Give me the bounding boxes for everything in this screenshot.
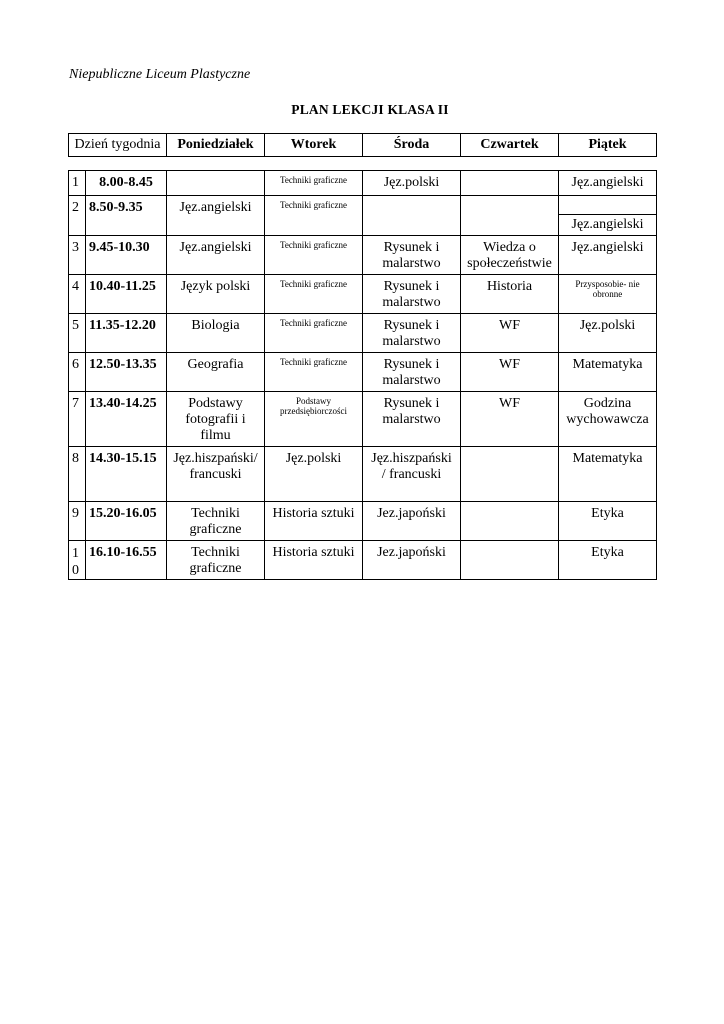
- wednesday-cell: Rysunek i malarstwo: [363, 236, 461, 275]
- schedule-table: [68, 170, 657, 580]
- header-monday: Poniedziałek: [167, 134, 265, 157]
- lesson-time: 12.50-13.35: [86, 353, 167, 392]
- friday-cell: Jęz.angielski: [559, 215, 657, 236]
- friday-cell: Godzina wychowawcza: [559, 392, 657, 447]
- table-row: [69, 196, 657, 215]
- friday-cell: Matematyka: [559, 447, 657, 502]
- friday-cell: Jęz.polski: [559, 314, 657, 353]
- table-row: [69, 314, 657, 353]
- thursday-cell: Historia: [461, 275, 559, 314]
- table-row: [69, 236, 657, 275]
- lesson-number: 5: [69, 314, 86, 353]
- thursday-cell: WF: [461, 392, 559, 447]
- thursday-cell: [461, 171, 559, 196]
- lesson-number: 1: [69, 171, 86, 196]
- tuesday-cell: Techniki graficzne: [265, 196, 363, 236]
- friday-cell: Jęz.angielski: [559, 236, 657, 275]
- tuesday-cell: Techniki graficzne: [265, 314, 363, 353]
- lesson-number: 7: [69, 392, 86, 447]
- header-tuesday: Wtorek: [265, 134, 363, 157]
- thursday-cell: WF: [461, 353, 559, 392]
- monday-cell: Język polski: [167, 275, 265, 314]
- lesson-time: 15.20-16.05: [86, 502, 167, 541]
- table-row: [69, 541, 657, 580]
- header-thursday: Czwartek: [461, 134, 559, 157]
- friday-cell: [559, 196, 657, 215]
- monday-cell: Techniki graficzne: [167, 541, 265, 580]
- friday-cell: Etyka: [559, 502, 657, 541]
- lesson-number: 8: [69, 447, 86, 502]
- lesson-number: 3: [69, 236, 86, 275]
- wednesday-cell: Jez.japoński: [363, 541, 461, 580]
- tuesday-cell: Podstawy przedsiębiorczości: [265, 392, 363, 447]
- monday-cell: Techniki graficzne: [167, 502, 265, 541]
- lesson-number: 6: [69, 353, 86, 392]
- table-row: [69, 353, 657, 392]
- wednesday-cell: Rysunek i malarstwo: [363, 275, 461, 314]
- thursday-cell: Wiedza o społeczeństwie: [461, 236, 559, 275]
- thursday-cell: [461, 502, 559, 541]
- lesson-time: 8.00-8.45: [86, 171, 167, 196]
- monday-cell: Jęz.angielski: [167, 196, 265, 236]
- tuesday-cell: Historia sztuki: [265, 541, 363, 580]
- lesson-number: 2: [69, 196, 86, 236]
- monday-cell: [167, 171, 265, 196]
- wednesday-cell: Jęz.polski: [363, 171, 461, 196]
- wednesday-cell: [363, 196, 461, 236]
- wednesday-cell: Rysunek i malarstwo: [363, 314, 461, 353]
- lesson-time: 10.40-11.25: [86, 275, 167, 314]
- friday-cell: Jęz.angielski: [559, 171, 657, 196]
- monday-cell: Biologia: [167, 314, 265, 353]
- header-table: [68, 133, 657, 157]
- monday-cell: Podstawy fotografii i filmu: [167, 392, 265, 447]
- header-row: [69, 134, 657, 157]
- tuesday-cell: Techniki graficzne: [265, 275, 363, 314]
- thursday-cell: [461, 541, 559, 580]
- wednesday-cell: Jęz.hiszpański / francuski: [363, 447, 461, 502]
- lesson-time: 14.30-15.15: [86, 447, 167, 502]
- header-day-of-week: Dzień tygodnia: [69, 134, 167, 157]
- table-row: [69, 171, 657, 196]
- monday-cell: Geografia: [167, 353, 265, 392]
- friday-cell: Etyka: [559, 541, 657, 580]
- table-row: [69, 392, 657, 447]
- lesson-time: 11.35-12.20: [86, 314, 167, 353]
- thursday-cell: [461, 447, 559, 502]
- header-wednesday: Środa: [363, 134, 461, 157]
- school-name: Niepubliczne Liceum Plastyczne: [69, 67, 251, 82]
- tuesday-cell: Historia sztuki: [265, 502, 363, 541]
- table-row: [69, 275, 657, 314]
- header-friday: Piątek: [559, 134, 657, 157]
- lesson-time: 8.50-9.35: [86, 196, 167, 236]
- wednesday-cell: Jez.japoński: [363, 502, 461, 541]
- friday-cell: Przysposobie- nie obronne: [559, 275, 657, 314]
- lesson-number: 9: [69, 502, 86, 541]
- lesson-time: 13.40-14.25: [86, 392, 167, 447]
- tuesday-cell: Techniki graficzne: [265, 353, 363, 392]
- lesson-number: 1 0: [69, 541, 86, 580]
- lesson-time: 9.45-10.30: [86, 236, 167, 275]
- tuesday-cell: Techniki graficzne: [265, 171, 363, 196]
- thursday-cell: [461, 196, 559, 236]
- thursday-cell: WF: [461, 314, 559, 353]
- page-title: PLAN LEKCJI KLASA II: [291, 102, 449, 117]
- wednesday-cell: Rysunek i malarstwo: [363, 392, 461, 447]
- tuesday-cell: Jęz.polski: [265, 447, 363, 502]
- table-row: [69, 502, 657, 541]
- monday-cell: Jęz.angielski: [167, 236, 265, 275]
- monday-cell: Jęz.hiszpański/ francuski: [167, 447, 265, 502]
- lesson-time: 16.10-16.55: [86, 541, 167, 580]
- friday-cell: Matematyka: [559, 353, 657, 392]
- table-row: [69, 447, 657, 502]
- tuesday-cell: Techniki graficzne: [265, 236, 363, 275]
- wednesday-cell: Rysunek i malarstwo: [363, 353, 461, 392]
- lesson-number: 4: [69, 275, 86, 314]
